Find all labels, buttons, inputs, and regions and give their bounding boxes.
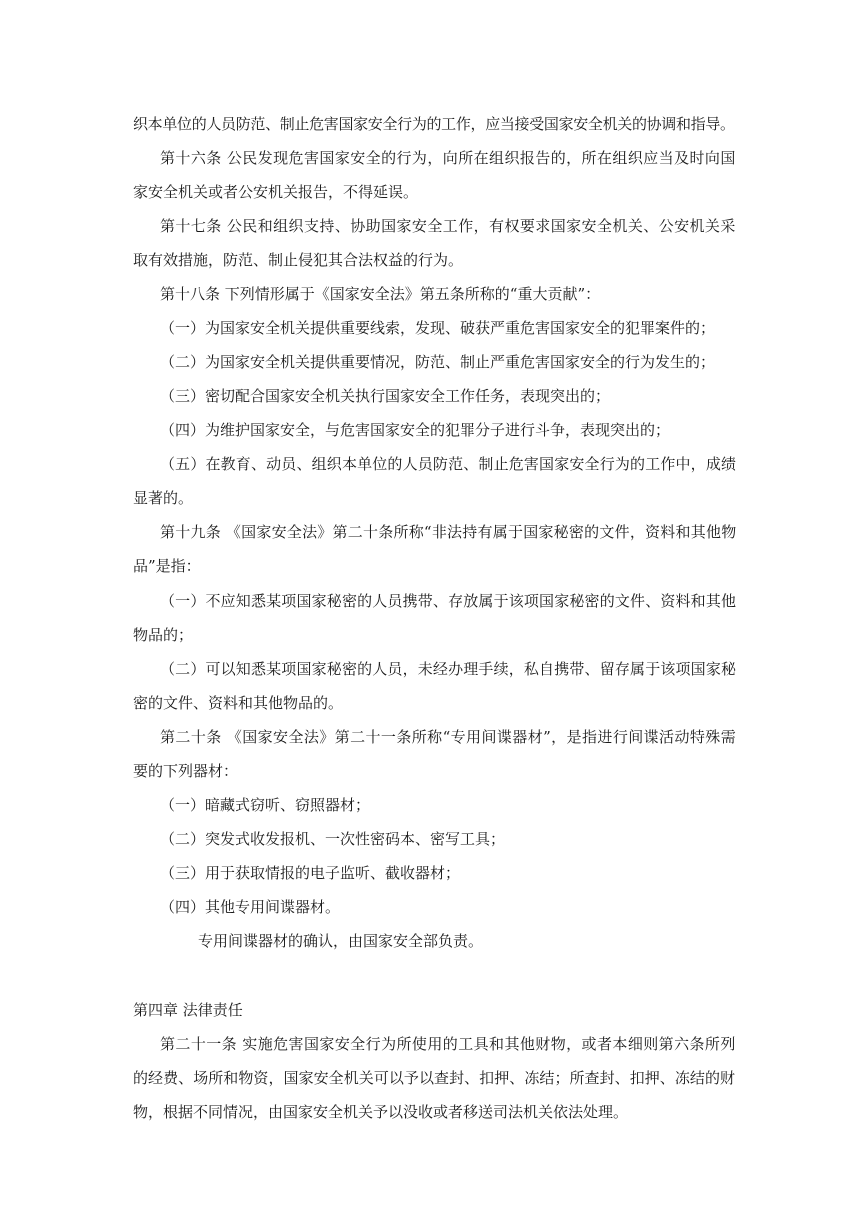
text-line: （三）用于获取情报的电子监听、截收器材； xyxy=(160,864,461,882)
text-line: 物品的； xyxy=(133,626,194,644)
text-line: 第二十一条 实施危害国家安全行为所使用的工具和其他财物，或者本细则第六条所列 xyxy=(160,1035,736,1053)
text-line: 显著的。 xyxy=(133,489,194,507)
text-line: 取有效措施，防范、制止侵犯其合法权益的行为。 xyxy=(133,251,464,269)
text-line: 的经费、场所和物资，国家安全机关可以予以查封、扣押、冻结；所查封、扣押、冻结的财 xyxy=(133,1069,736,1087)
text-line: （一）不应知悉某项国家秘密的人员携带、存放属于该项国家秘密的文件、资料和其他 xyxy=(160,592,737,610)
text-line: 家安全机关或者公安机关报告，不得延误。 xyxy=(133,183,419,201)
text-line: 第十九条 《国家安全法》第二十条所称“非法持有属于国家秘密的文件，资料和其他物 xyxy=(160,523,737,541)
text-line: 专用间谍器材的确认，由国家安全部负责。 xyxy=(198,932,484,950)
chapter-heading: 第四章 法律责任 xyxy=(133,1001,243,1019)
text-line: 第十七条 公民和组织支持、协助国家安全工作，有权要求国家安全机关、公安机关采 xyxy=(160,217,736,235)
text-line: （一）为国家安全机关提供重要线索，发现、破获严重危害国家安全的犯罪案件的； xyxy=(160,319,716,337)
text-line: 织本单位的人员防范、制止危害国家安全行为的工作，应当接受国家安全机关的协调和指导。 xyxy=(133,115,735,133)
text-line: 第十六条 公民发现危害国家安全的行为，向所在组织报告的，所在组织应当及时向国 xyxy=(160,149,736,167)
text-line: （三）密切配合国家安全机关执行国家安全工作任务，表现突出的； xyxy=(160,387,611,405)
text-line: （二）可以知悉某项国家秘密的人员，未经办理手续，私自携带、留存属于该项国家秘 xyxy=(160,660,737,678)
text-line: 物，根据不同情况，由国家安全机关予以没收或者移送司法机关依法处理。 xyxy=(133,1103,629,1121)
text-line: 第二十条 《国家安全法》第二十一条所称“专用间谍器材”，是指进行间谍活动特殊需 xyxy=(160,728,737,746)
text-line: 品”是指： xyxy=(133,557,201,575)
text-line: （二）为国家安全机关提供重要情况，防范、制止严重危害国家安全的行为发生的； xyxy=(160,353,716,371)
text-line: （五）在教育、动员、组织本单位的人员防范、制止危害国家安全行为的工作中，成绩 xyxy=(160,455,737,473)
text-line: 第十八条 下列情形属于《国家安全法》第五条所称的“重大贡献”： xyxy=(160,285,601,303)
text-line: （四）为维护国家安全，与危害国家安全的犯罪分子进行斗争，表现突出的； xyxy=(160,421,671,439)
text-line: （四）其他专用间谍器材。 xyxy=(160,898,341,916)
text-line: 密的文件、资料和其他物品的。 xyxy=(133,694,344,712)
text-line: 要的下列器材： xyxy=(133,762,239,780)
text-line: （二）突发式收发报机、一次性密码本、密写工具； xyxy=(160,830,506,848)
text-line: （一）暗藏式窃听、窃照器材； xyxy=(160,796,371,814)
